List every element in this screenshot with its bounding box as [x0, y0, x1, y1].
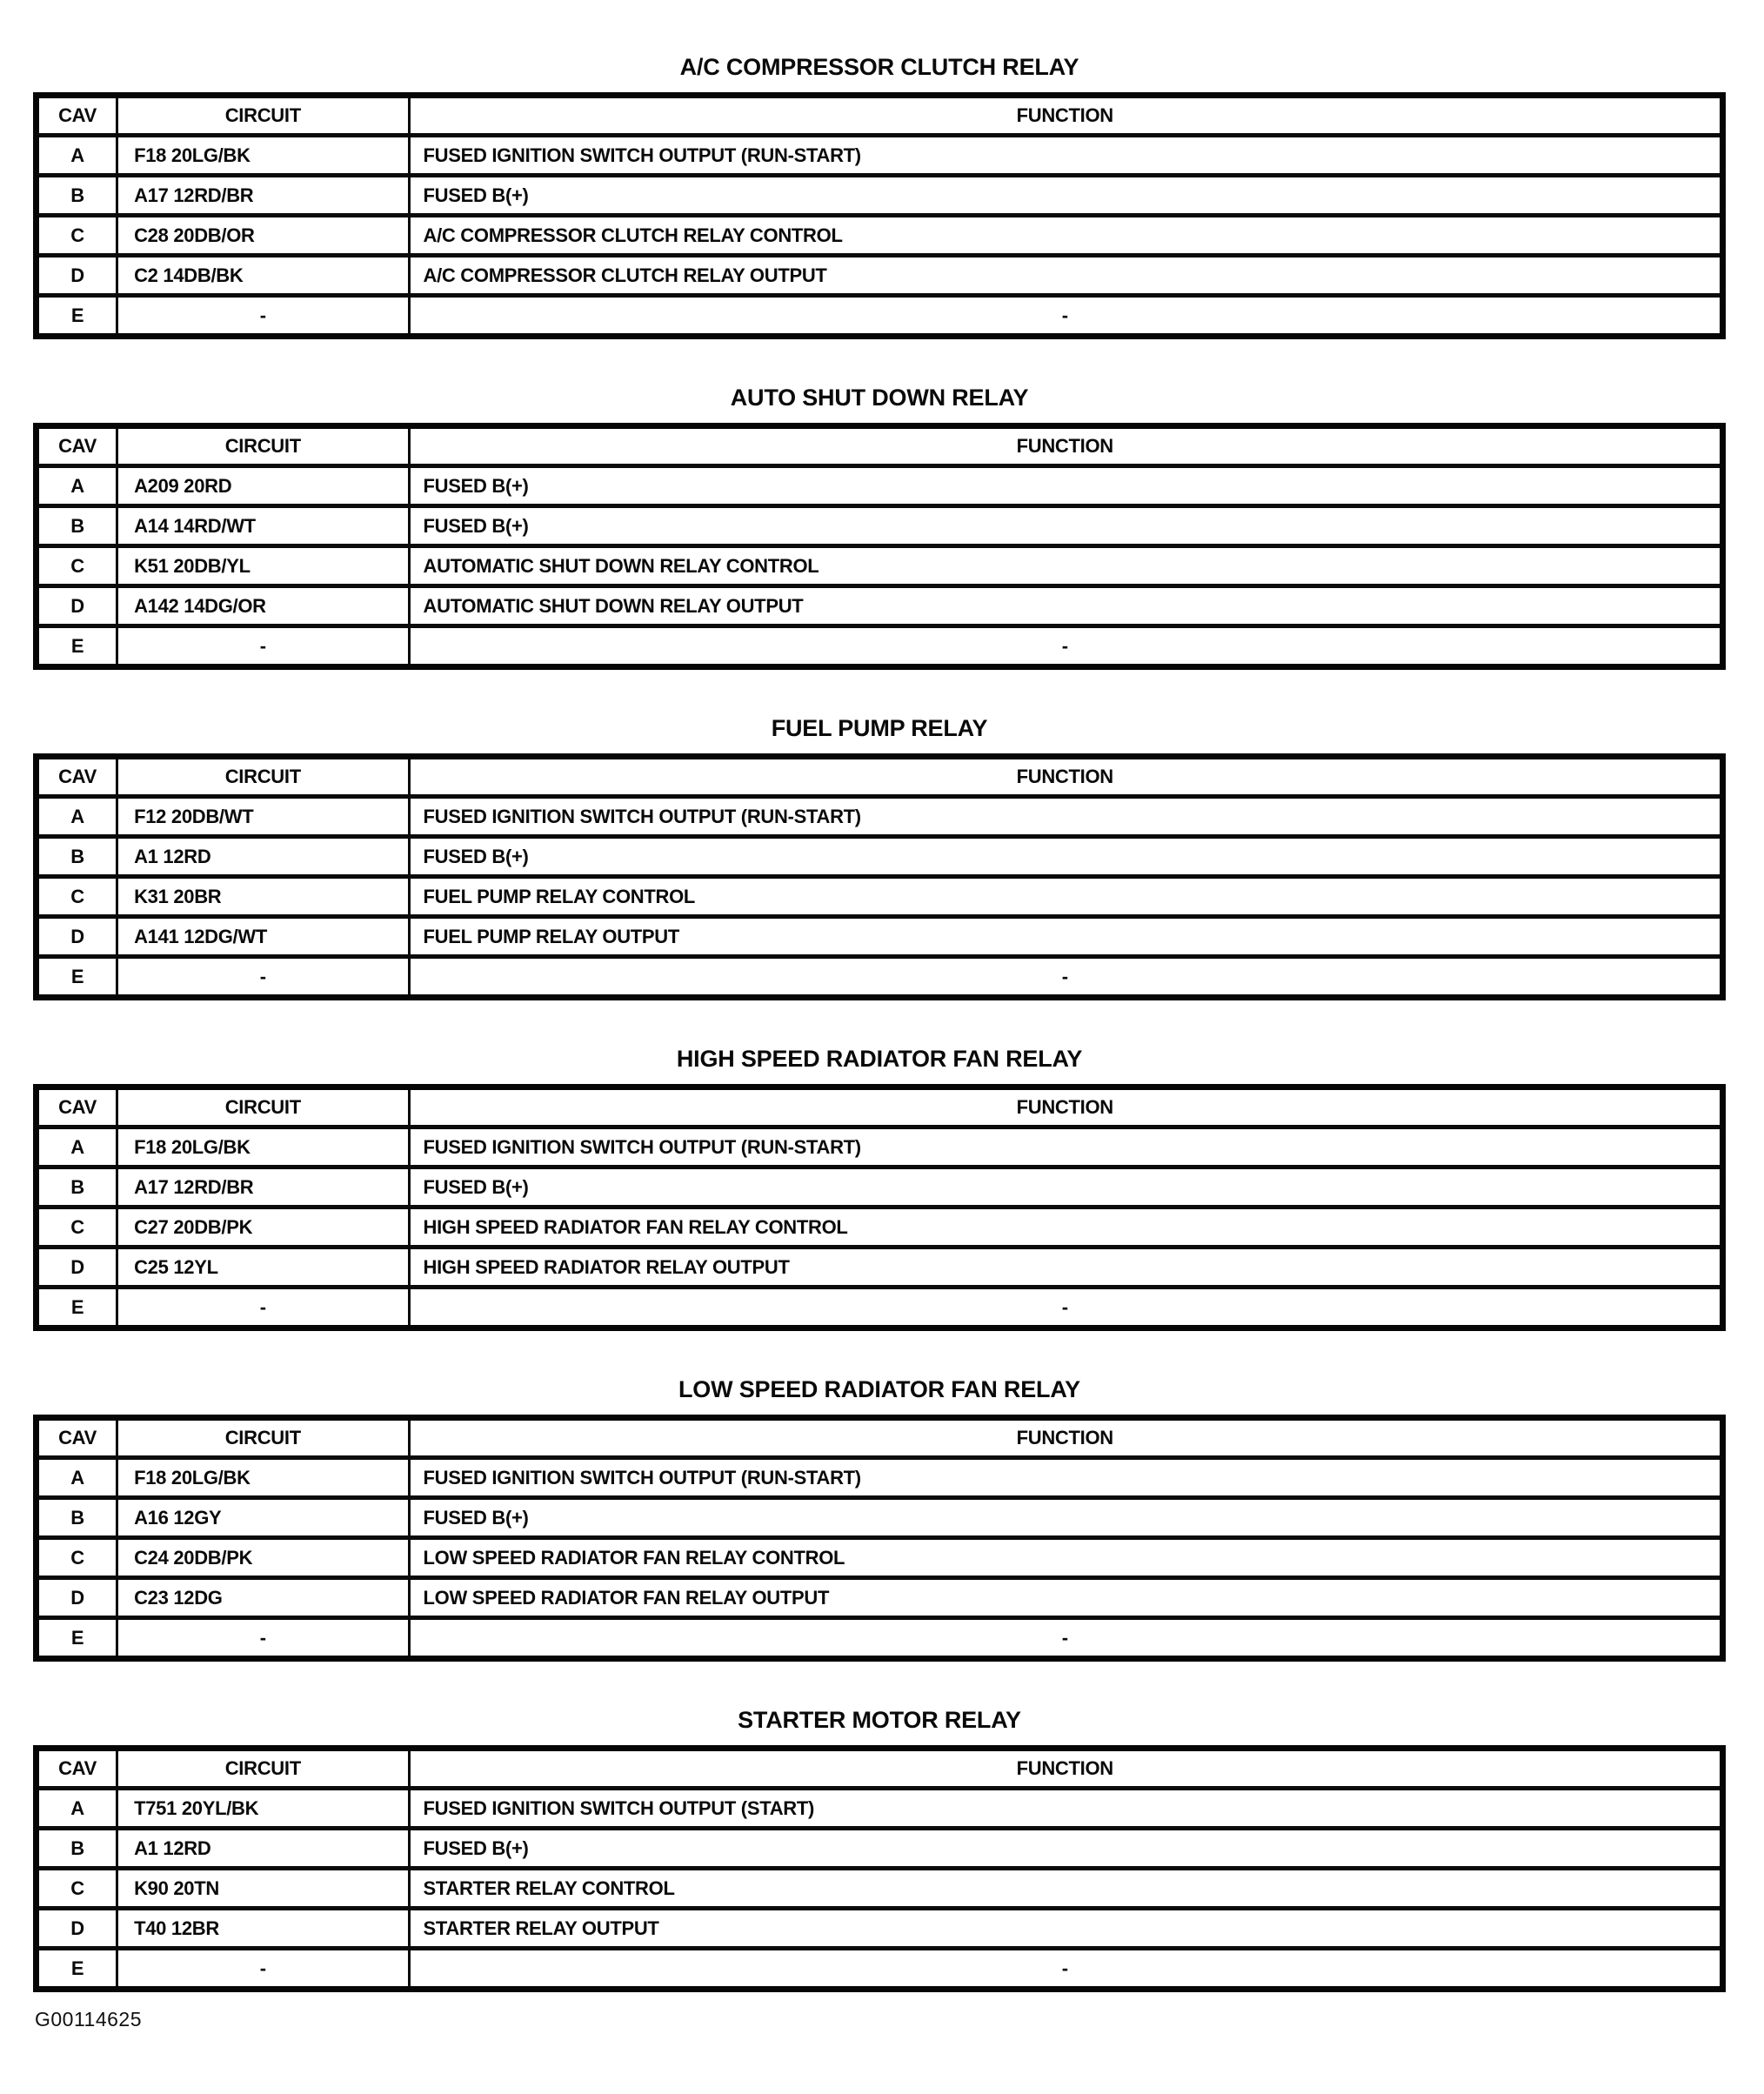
cell-cav: C — [37, 877, 117, 917]
cell-circuit: C27 20DB/PK — [117, 1208, 409, 1248]
cell-cav: D — [37, 917, 117, 957]
table-row — [37, 1789, 1723, 1829]
table-row — [37, 1248, 1723, 1288]
cell-function: FUSED B(+) — [409, 1829, 1723, 1869]
cell-function: FUSED B(+) — [409, 1167, 1723, 1208]
relay-table-section — [33, 1046, 1726, 1331]
cell-circuit: - — [117, 957, 409, 998]
cell-function: HIGH SPEED RADIATOR FAN RELAY CONTROL — [409, 1208, 1723, 1248]
cell-circuit: - — [117, 1618, 409, 1659]
col-header-circuit: CIRCUIT — [117, 1087, 409, 1127]
table-row — [37, 176, 1723, 216]
relay-table — [33, 92, 1726, 339]
cell-circuit: F18 20LG/BK — [117, 136, 409, 176]
table-row — [37, 957, 1723, 998]
col-header-circuit: CIRCUIT — [117, 96, 409, 136]
cell-circuit: K31 20BR — [117, 877, 409, 917]
figure-code: G00114625 — [35, 2008, 143, 2030]
cell-function: HIGH SPEED RADIATOR RELAY OUTPUT — [409, 1248, 1723, 1288]
col-header-function: FUNCTION — [409, 96, 1723, 136]
cell-function: A/C COMPRESSOR CLUTCH RELAY OUTPUT — [409, 256, 1723, 296]
cell-cav: D — [37, 586, 117, 626]
table-row — [37, 136, 1723, 176]
table-title: AUTO SHUT DOWN RELAY — [730, 385, 1029, 411]
cell-cav: B — [37, 506, 117, 546]
col-header-circuit: CIRCUIT — [117, 757, 409, 797]
table-row — [37, 506, 1723, 546]
cell-circuit: A17 12RD/BR — [117, 176, 409, 216]
cell-function: - — [409, 626, 1723, 667]
cell-function: FUSED IGNITION SWITCH OUTPUT (RUN-START) — [409, 1127, 1723, 1167]
cell-cav: A — [37, 797, 117, 837]
cell-function: FUSED IGNITION SWITCH OUTPUT (RUN-START) — [409, 136, 1723, 176]
cell-cav: C — [37, 1869, 117, 1909]
cell-cav: C — [37, 216, 117, 256]
table-row — [37, 466, 1723, 506]
table-row — [37, 546, 1723, 586]
table-row — [37, 1578, 1723, 1618]
cell-cav: E — [37, 957, 117, 998]
cell-function: FUSED IGNITION SWITCH OUTPUT (START) — [409, 1789, 1723, 1829]
cell-cav: C — [37, 1538, 117, 1578]
relay-table — [33, 1415, 1726, 1662]
cell-cav: A — [37, 1127, 117, 1167]
cell-cav: E — [37, 1949, 117, 1990]
cell-function: - — [409, 296, 1723, 337]
cell-function: - — [409, 1949, 1723, 1990]
cell-cav: B — [37, 1829, 117, 1869]
cell-cav: D — [37, 1578, 117, 1618]
table-row — [37, 1498, 1723, 1538]
table-row — [37, 917, 1723, 957]
col-header-circuit: CIRCUIT — [117, 426, 409, 466]
col-header-cav: CAV — [58, 435, 97, 457]
cell-circuit: A14 14RD/WT — [117, 506, 409, 546]
relay-table-section — [33, 1707, 1726, 1992]
table-row — [37, 1127, 1723, 1167]
relay-table-section — [33, 1376, 1726, 1662]
cell-circuit: C24 20DB/PK — [117, 1538, 409, 1578]
cell-cav: C — [37, 1208, 117, 1248]
relay-pinout-tables — [0, 54, 1764, 1992]
cell-circuit: F18 20LG/BK — [117, 1458, 409, 1498]
table-title: STARTER MOTOR RELAY — [738, 1707, 1021, 1733]
relay-table-section — [33, 54, 1726, 339]
relay-table-section — [33, 385, 1726, 670]
cell-circuit: C25 12YL — [117, 1248, 409, 1288]
table-title: LOW SPEED RADIATOR FAN RELAY — [678, 1376, 1080, 1402]
cell-circuit: A1 12RD — [117, 837, 409, 877]
col-header-function: FUNCTION — [409, 426, 1723, 466]
cell-circuit: A1 12RD — [117, 1829, 409, 1869]
table-row — [37, 256, 1723, 296]
col-header-function: FUNCTION — [409, 757, 1723, 797]
cell-cav: C — [37, 546, 117, 586]
cell-circuit: K90 20TN — [117, 1869, 409, 1909]
cell-function: FUEL PUMP RELAY CONTROL — [409, 877, 1723, 917]
cell-cav: B — [37, 176, 117, 216]
cell-cav: B — [37, 1167, 117, 1208]
col-header-circuit: CIRCUIT — [117, 1749, 409, 1789]
cell-circuit: A209 20RD — [117, 466, 409, 506]
col-header-cav: CAV — [58, 766, 97, 787]
relay-table-section — [33, 715, 1726, 1000]
cell-cav: A — [37, 466, 117, 506]
cell-circuit: A141 12DG/WT — [117, 917, 409, 957]
cell-circuit: F12 20DB/WT — [117, 797, 409, 837]
col-header-function: FUNCTION — [409, 1087, 1723, 1127]
cell-circuit: - — [117, 626, 409, 667]
cell-circuit: C23 12DG — [117, 1578, 409, 1618]
cell-function: - — [409, 957, 1723, 998]
table-row — [37, 797, 1723, 837]
cell-function: FUSED IGNITION SWITCH OUTPUT (RUN-START) — [409, 797, 1723, 837]
col-header-cav: CAV — [58, 1757, 97, 1779]
relay-table — [33, 423, 1726, 670]
col-header-function: FUNCTION — [409, 1418, 1723, 1458]
table-title: HIGH SPEED RADIATOR FAN RELAY — [676, 1046, 1083, 1072]
header-row — [37, 1418, 1723, 1458]
cell-function: AUTOMATIC SHUT DOWN RELAY CONTROL — [409, 546, 1723, 586]
cell-cav: E — [37, 626, 117, 667]
cell-function: STARTER RELAY CONTROL — [409, 1869, 1723, 1909]
cell-circuit: A17 12RD/BR — [117, 1167, 409, 1208]
cell-cav: D — [37, 1909, 117, 1949]
header-row — [37, 96, 1723, 136]
table-row — [37, 1288, 1723, 1328]
cell-function: FUSED B(+) — [409, 1498, 1723, 1538]
cell-cav: D — [37, 256, 117, 296]
table-row — [37, 1458, 1723, 1498]
table-row — [37, 586, 1723, 626]
table-row — [37, 1208, 1723, 1248]
cell-cav: D — [37, 1248, 117, 1288]
cell-circuit: A16 12GY — [117, 1498, 409, 1538]
cell-circuit: - — [117, 1949, 409, 1990]
col-header-cav: CAV — [58, 1096, 97, 1118]
cell-function: FUSED B(+) — [409, 176, 1723, 216]
table-title: FUEL PUMP RELAY — [771, 715, 988, 741]
cell-cav: A — [37, 1458, 117, 1498]
header-row — [37, 1749, 1723, 1789]
col-header-cav: CAV — [58, 104, 97, 126]
cell-function: LOW SPEED RADIATOR FAN RELAY CONTROL — [409, 1538, 1723, 1578]
cell-function: - — [409, 1618, 1723, 1659]
table-row — [37, 216, 1723, 256]
col-header-circuit: CIRCUIT — [117, 1418, 409, 1458]
table-row — [37, 837, 1723, 877]
cell-function: - — [409, 1288, 1723, 1328]
cell-cav: E — [37, 1288, 117, 1328]
table-row — [37, 1949, 1723, 1990]
table-row — [37, 1829, 1723, 1869]
cell-cav: A — [37, 136, 117, 176]
cell-cav: A — [37, 1789, 117, 1829]
header-row — [37, 426, 1723, 466]
cell-function: STARTER RELAY OUTPUT — [409, 1909, 1723, 1949]
table-row — [37, 296, 1723, 337]
cell-circuit: F18 20LG/BK — [117, 1127, 409, 1167]
table-title: A/C COMPRESSOR CLUTCH RELAY — [679, 54, 1079, 80]
cell-circuit: T751 20YL/BK — [117, 1789, 409, 1829]
table-row — [37, 1538, 1723, 1578]
cell-cav: B — [37, 837, 117, 877]
table-row — [37, 1167, 1723, 1208]
cell-function: A/C COMPRESSOR CLUTCH RELAY CONTROL — [409, 216, 1723, 256]
cell-cav: B — [37, 1498, 117, 1538]
cell-circuit: C28 20DB/OR — [117, 216, 409, 256]
cell-circuit: - — [117, 1288, 409, 1328]
cell-function: AUTOMATIC SHUT DOWN RELAY OUTPUT — [409, 586, 1723, 626]
cell-function: FUSED IGNITION SWITCH OUTPUT (RUN-START) — [409, 1458, 1723, 1498]
table-row — [37, 1909, 1723, 1949]
relay-table — [33, 1084, 1726, 1331]
table-row — [37, 877, 1723, 917]
cell-circuit: - — [117, 296, 409, 337]
header-row — [37, 757, 1723, 797]
cell-circuit: A142 14DG/OR — [117, 586, 409, 626]
relay-table — [33, 1745, 1726, 1992]
cell-circuit: T40 12BR — [117, 1909, 409, 1949]
cell-circuit: C2 14DB/BK — [117, 256, 409, 296]
col-header-function: FUNCTION — [409, 1749, 1723, 1789]
relay-table — [33, 753, 1726, 1000]
cell-function: FUEL PUMP RELAY OUTPUT — [409, 917, 1723, 957]
cell-function: FUSED B(+) — [409, 506, 1723, 546]
col-header-cav: CAV — [58, 1427, 97, 1448]
cell-cav: E — [37, 296, 117, 337]
cell-function: LOW SPEED RADIATOR FAN RELAY OUTPUT — [409, 1578, 1723, 1618]
cell-function: FUSED B(+) — [409, 466, 1723, 506]
cell-cav: E — [37, 1618, 117, 1659]
table-row — [37, 1869, 1723, 1909]
cell-circuit: K51 20DB/YL — [117, 546, 409, 586]
table-row — [37, 1618, 1723, 1659]
header-row — [37, 1087, 1723, 1127]
cell-function: FUSED B(+) — [409, 837, 1723, 877]
table-row — [37, 626, 1723, 667]
